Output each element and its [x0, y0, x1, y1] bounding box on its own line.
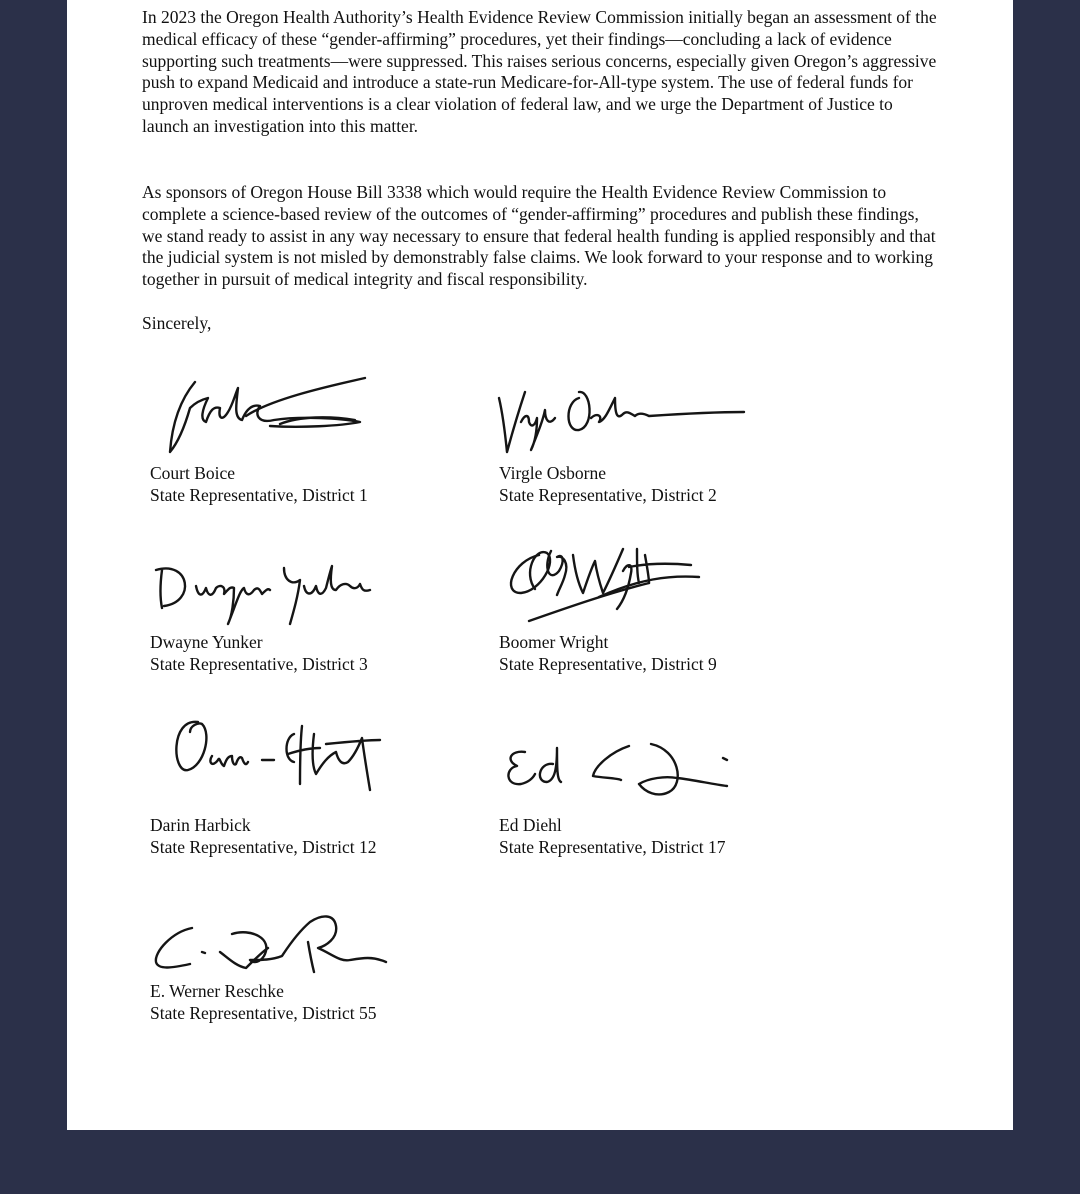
- signatory-name: Darin Harbick: [150, 815, 251, 835]
- handwritten-signature-boomer-wright: [499, 527, 749, 631]
- letter-closing: Sincerely,: [142, 313, 212, 333]
- handwritten-signature-ed-diehl: [499, 724, 749, 814]
- signatory-title: State Representative, District 9: [499, 654, 717, 674]
- signatory-name: Ed Diehl: [499, 815, 562, 835]
- signatory-name: Court Boice: [150, 463, 236, 483]
- signatory-title: State Representative, District 55: [150, 1003, 377, 1023]
- letter-page: [67, 0, 1013, 1130]
- signatory-title: State Representative, District 3: [150, 654, 368, 674]
- signatory-title: State Representative, District 17: [499, 837, 726, 857]
- signatory-title: State Representative, District 1: [150, 485, 368, 505]
- signatory-name: Boomer Wright: [499, 632, 609, 652]
- signatory-title: State Representative, District 2: [499, 485, 717, 505]
- handwritten-signature-dwayne-yunker: [150, 540, 400, 630]
- handwritten-signature-darin-harbick: [150, 704, 400, 804]
- handwritten-signature-e-werner-reschke: [150, 900, 410, 982]
- signatory-name: Virgle Osborne: [499, 463, 607, 483]
- handwritten-signature-virgle-osborne: [499, 370, 759, 460]
- signatory-name: E. Werner Reschke: [150, 981, 284, 1001]
- signatory-name: Dwayne Yunker: [150, 632, 263, 652]
- handwritten-signature-court-boice: [150, 370, 400, 460]
- signatory-title: State Representative, District 12: [150, 837, 377, 857]
- letter-paragraph-1: In 2023 the Oregon Health Authority’s Health Evidence Review Commission initially began an assessment of the medical efficacy of these “gender-affirming” procedures, yet their findings—concluding a lack of evidence supporting such treatments—were suppressed. This raises serious concerns, especially given Oregon’s aggressive push to expand Medicaid and introduce a state-run Medicare-for-All-type system. The use of federal funds for unproven medical interventions is a clear violation of federal law, and we urge the Department of Justice to launch an investigation into this matter.: [142, 7, 937, 136]
- letter-paragraph-2: As sponsors of Oregon House Bill 3338 which would require the Health Evidence Review Commission to complete a science-based review of the outcomes of “gender-affirming” procedures and publish these findings, we stand ready to assist in any way necessary to ensure that federal health funding is applied responsibly and that the judicial system is not misled by demonstrably false claims. We look forward to your response and to working together in pursuit of medical integrity and fiscal responsibility.: [142, 182, 936, 290]
